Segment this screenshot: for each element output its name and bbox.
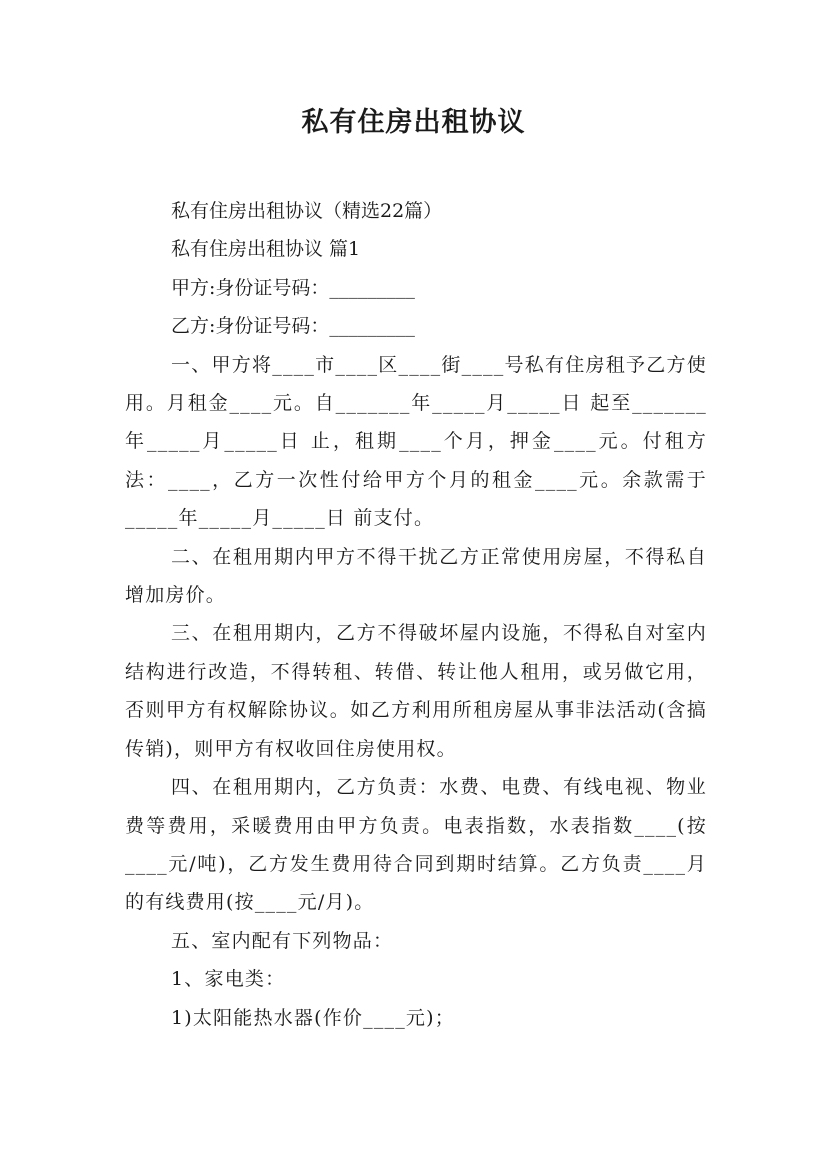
clause-1: 一、甲方将____市____区____街____号私有住房租予乙方使用。月租金____元。自_______年_____月_____日 起至_______年_____月_____日 止，租期____个月，押金____元。付租方法：____，乙方一次性付给甲方个月的租金____元。余款需于_____年_____月_____日 前支付。 (125, 353, 707, 530)
clause-3: 三、在租用期内，乙方不得破坏屋内设施，不得私自对室内结构进行改造，不得转租、转借、转让他人租用，或另做它用，否则甲方有权解除协议。如乙方利用所租房屋从事非法活动(含搞传销)，则甲方有权收回住房使用权。 (125, 622, 707, 760)
document-title: 私有住房出租协议 (301, 107, 526, 138)
item-entry: 1)太阳能热水器(作价____元)； (171, 1006, 455, 1029)
chapter-line: 私有住房出租协议 篇1 (171, 238, 361, 261)
party-a-line: 甲方:身份证号码：_________ (171, 276, 415, 299)
heading-line: 私有住房出租协议（精选22篇） (171, 200, 443, 222)
clause-5: 五、室内配有下列物品： (171, 929, 394, 952)
party-b-line: 乙方:身份证号码：_________ (171, 315, 415, 338)
document-body (125, 192, 707, 1037)
clause-4: 四、在租用期内，乙方负责：水费、电费、有线电视、物业费等费用，采暖费用由甲方负责。电表指数，水表指数____(按____元/吨)，乙方发生费用待合同到期时结算。乙方负责____月的有线费用(按____元/月)。 (125, 776, 707, 914)
clause-2: 二、在租用期内甲方不得干扰乙方正常使用房屋，不得私自增加房价。 (125, 545, 707, 607)
item-category: 1、家电类： (171, 968, 286, 991)
